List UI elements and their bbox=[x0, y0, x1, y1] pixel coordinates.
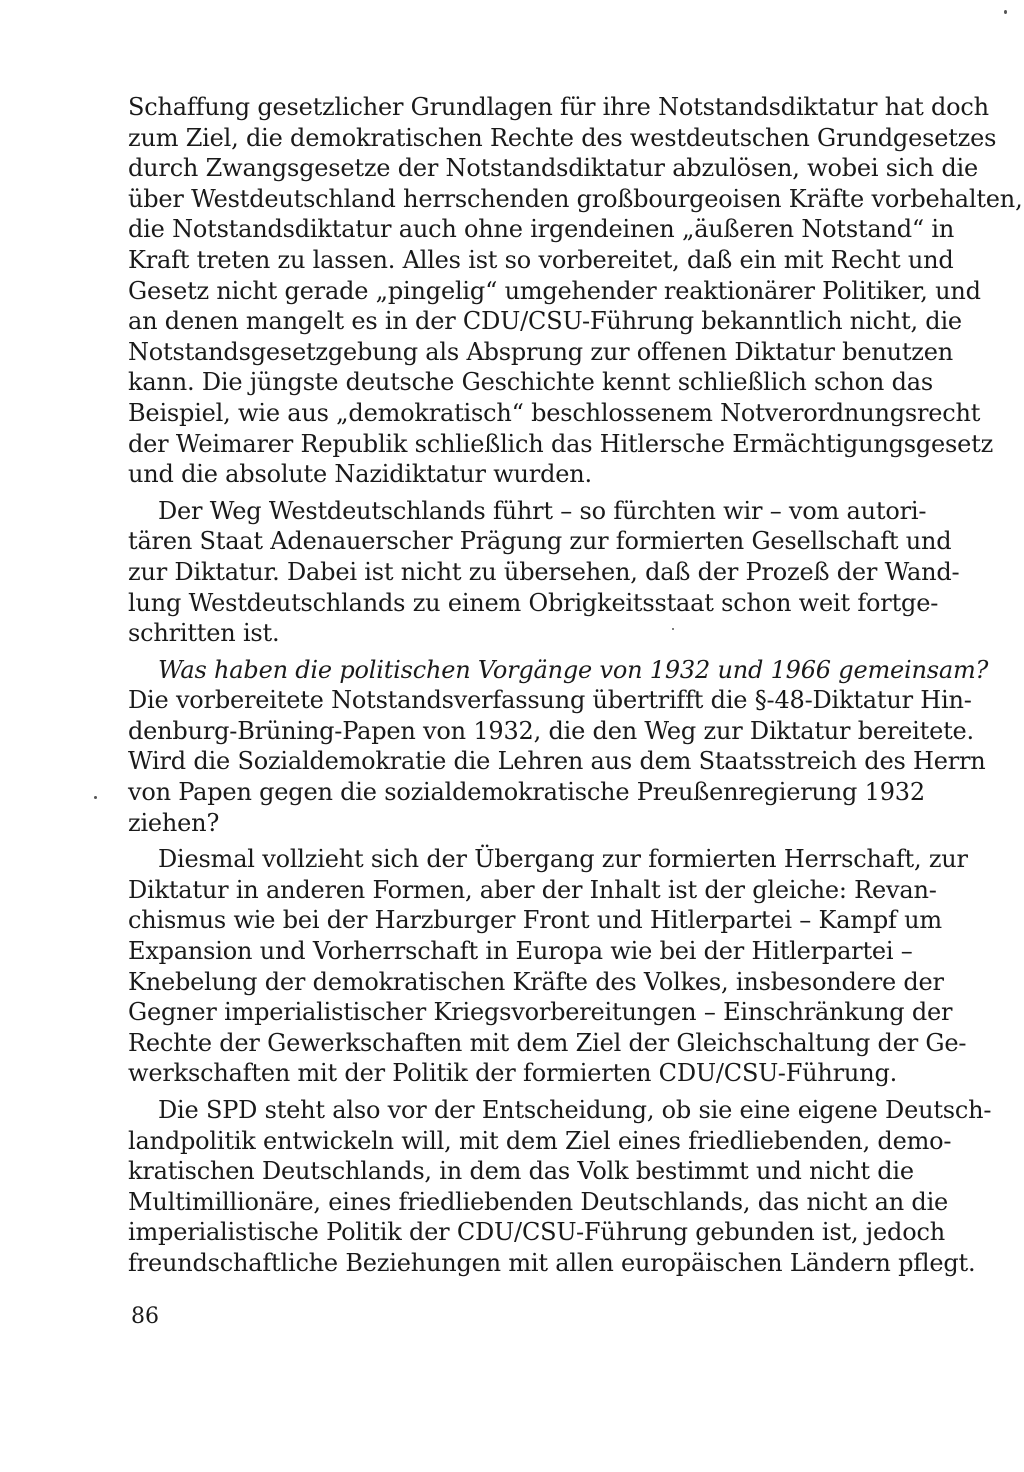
text-line: freundschaftliche Beziehungen mit allen europäischen Ländern pflegt. bbox=[128, 1248, 976, 1277]
paragraph-5 bbox=[128, 1095, 992, 1279]
text-line: Multimillionäre, eines friedliebenden Deutschlands, das nicht an die bbox=[128, 1187, 949, 1216]
text-line: ziehen? bbox=[128, 808, 220, 837]
text-line: tären Staat Adenauerscher Prägung zur formierten Gesellschaft und bbox=[128, 527, 952, 556]
paragraph-1 bbox=[128, 92, 1023, 490]
text-line: imperialistische Politik der CDU/CSU-Führung gebunden ist, jedoch bbox=[128, 1218, 945, 1247]
text-line: an denen mangelt es in der CDU/CSU-Führung bekanntlich nicht, die bbox=[128, 307, 962, 336]
text-line: zum Ziel, die demokratischen Rechte des westdeutschen Grundgesetzes bbox=[128, 123, 997, 152]
text-line: Die SPD steht also vor der Entscheidung, ob sie eine eigene Deutsch- bbox=[158, 1096, 992, 1124]
text-line: denburg-Brüning-Papen von 1932, die den Weg zur Diktatur bereitete. bbox=[128, 716, 974, 745]
text-line: Der Weg Westdeutschlands führt – so fürchten wir – vom autori- bbox=[158, 496, 927, 525]
text-line: kann. Die jüngste deutsche Geschichte kennt schließlich schon das bbox=[128, 368, 933, 397]
text-line: landpolitik entwickeln will, mit dem Ziel eines friedliebenden, demo- bbox=[128, 1126, 952, 1155]
text-line: chismus wie bei der Harzburger Front und Hitlerpartei – Kampf um bbox=[128, 906, 942, 935]
italic-question-line: Was haben die politischen Vorgänge von 1932 und 1966 gemeinsam? bbox=[158, 655, 989, 684]
text-line: Knebelung der demokratischen Kräfte des Volkes, insbesondere der bbox=[128, 967, 944, 996]
text-line: Notstandsgesetzgebung als Absprung zur offenen Diktatur benutzen bbox=[128, 337, 954, 366]
text-line: über Westdeutschland herrschenden großbourgeoisen Kräfte vorbehalten, bbox=[128, 184, 1023, 213]
paragraph-2 bbox=[128, 496, 960, 649]
text-line: Kraft treten zu lassen. Alles ist so vorbereitet, daß ein mit Recht und bbox=[128, 245, 954, 274]
text-line: Expansion und Vorherrschaft in Europa wie bei der Hitlerpartei – bbox=[128, 937, 913, 966]
text-line: die Notstandsdiktatur auch ohne irgendeinen „äußeren Notstand“ in bbox=[128, 215, 955, 244]
text-line: kratischen Deutschlands, in dem das Volk bestimmt und nicht die bbox=[128, 1157, 914, 1186]
page-number: 86 bbox=[131, 1304, 159, 1329]
text-line: zur Diktatur. Dabei ist nicht zu übersehen, daß der Prozeß der Wand- bbox=[128, 557, 960, 586]
text-line: Wird die Sozialdemokratie die Lehren aus dem Staatsstreich des Herrn bbox=[128, 747, 986, 776]
text-line: der Weimarer Republik schließlich das Hitlersche Ermächtigungsgesetz bbox=[128, 429, 994, 458]
text-line: Gegner imperialistischer Kriegsvorbereitungen – Einschränkung der bbox=[128, 998, 953, 1027]
text-line: Diktatur in anderen Formen, aber der Inhalt ist der gleiche: Revan- bbox=[128, 875, 937, 904]
text-line: Die vorbereitete Notstandsverfassung übertrifft die §-48-Diktatur Hin- bbox=[128, 686, 972, 715]
text-line: Gesetz nicht gerade „pingelig“ umgehender reaktionärer Politiker, und bbox=[128, 276, 981, 305]
scan-speck bbox=[1004, 10, 1007, 14]
paragraph-3 bbox=[128, 655, 989, 839]
text-line: Schaffung gesetzlicher Grundlagen für ihre Notstandsdiktatur hat doch bbox=[128, 93, 989, 121]
scan-speck bbox=[672, 628, 674, 630]
text-line: schritten ist. bbox=[128, 619, 280, 648]
text-line: von Papen gegen die sozialdemokratische Preußenregierung 1932 bbox=[128, 778, 925, 807]
body-text bbox=[128, 92, 1023, 1285]
text-line: lung Westdeutschlands zu einem Obrigkeitsstaat schon weit fortge- bbox=[128, 588, 939, 617]
text-line: Diesmal vollzieht sich der Übergang zur formierten Herrschaft, zur bbox=[158, 845, 968, 874]
paragraph-4 bbox=[128, 844, 968, 1089]
text-line: werkschaften mit der Politik der formierten CDU/CSU-Führung. bbox=[128, 1059, 898, 1088]
text-line: durch Zwangsgesetze der Notstandsdiktatur abzulösen, wobei sich die bbox=[128, 154, 978, 183]
scan-speck bbox=[94, 796, 97, 799]
text-line: Rechte der Gewerkschaften mit dem Ziel der Gleichschaltung der Ge- bbox=[128, 1028, 967, 1057]
text-line: und die absolute Nazidiktatur wurden. bbox=[128, 460, 592, 489]
text-line: Beispiel, wie aus „demokratisch“ beschlossenem Notverordnungsrecht bbox=[128, 398, 981, 427]
